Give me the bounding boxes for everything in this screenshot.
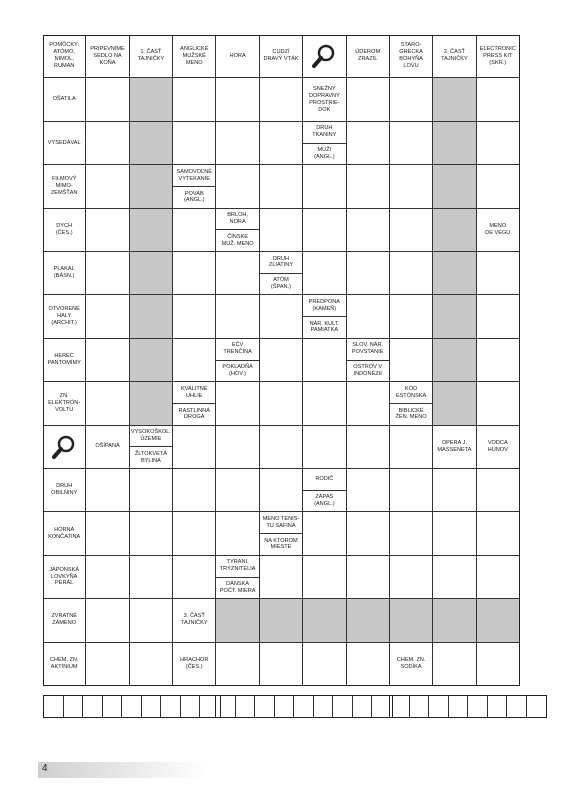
answer-cell[interactable]: [216, 252, 259, 295]
clue-text: RODIČ: [315, 476, 334, 482]
clue-half: [303, 316, 345, 338]
answer-box[interactable]: [64, 696, 84, 717]
answer-cell[interactable]: [86, 252, 129, 295]
answer-cell[interactable]: [86, 122, 129, 165]
answer-box[interactable]: [527, 696, 547, 717]
shaded-cell: [216, 599, 259, 642]
answer-box[interactable]: [314, 696, 334, 717]
clue-text: SLOV. NÁR. POVSTANIE: [351, 342, 384, 356]
answer-cell[interactable]: [260, 78, 303, 121]
clue-text: KVALITNÉ UHLIE: [180, 385, 208, 399]
clue-text: MENO TENIS- TU SAFINA: [262, 516, 300, 529]
clue-text: ZN. ELEKTRÓN- VOLTU: [48, 392, 81, 413]
clue-half: [173, 186, 215, 208]
clue-cell: [390, 643, 433, 686]
clue-half: [216, 209, 258, 230]
magnifier-cell: [303, 35, 346, 78]
answer-cell[interactable]: [390, 122, 433, 165]
clue-text: ÚDEROM ZRAZIL: [355, 49, 381, 63]
answer-cell[interactable]: [216, 122, 259, 165]
answer-cell[interactable]: [390, 512, 433, 555]
clue-text: DRUH OBILNINY: [51, 483, 78, 497]
clue-text: CUDZÍ DRAVÝ VTÁK: [263, 49, 299, 63]
answer-cell[interactable]: [86, 339, 129, 382]
answer-cell[interactable]: [303, 209, 346, 252]
row-clue-cell: [43, 122, 86, 165]
row-clue-cell: [43, 339, 86, 382]
clue-half: [303, 295, 345, 316]
answer-cell[interactable]: [477, 382, 520, 425]
clue-cell: [173, 165, 216, 208]
answer-cell[interactable]: [173, 339, 216, 382]
clue-text: ATÓM (ŠPAN.): [270, 277, 292, 291]
clue-text: HORA: [229, 52, 246, 59]
answer-cell[interactable]: [433, 643, 476, 686]
shaded-cell: [260, 599, 303, 642]
answer-cell[interactable]: [303, 252, 346, 295]
clue-text: NA KTOROM MIESTE: [264, 537, 298, 551]
shaded-cell: [130, 209, 173, 252]
answer-cell[interactable]: [390, 426, 433, 469]
answer-cell[interactable]: [477, 252, 520, 295]
clue-half: [303, 490, 345, 512]
answer-box[interactable]: [353, 696, 373, 717]
clue-half: [173, 165, 215, 186]
answer-box[interactable]: [275, 696, 295, 717]
clue-text: POVAB (ANGL.): [184, 190, 205, 204]
clue-cell: [216, 556, 259, 599]
clue-text: HEREC PANTOMÍMY: [47, 353, 81, 366]
clue-half: [303, 469, 345, 490]
clue-half: [130, 446, 172, 468]
answer-cell[interactable]: [86, 556, 129, 599]
answer-box[interactable]: [410, 696, 430, 717]
clue-cell: [477, 426, 520, 469]
clue-text: DÁNSKA POČT. MIERA: [219, 581, 256, 594]
answer-cell[interactable]: [303, 165, 346, 208]
clue-text: OPERA J. MASSENETA: [437, 439, 472, 453]
clue-half: [260, 252, 302, 273]
clue-half: [390, 403, 432, 425]
answer-box[interactable]: [236, 696, 256, 717]
clue-text: ČÍNSKE MUŽ. MENO: [221, 233, 254, 247]
answer-cell[interactable]: [86, 512, 129, 555]
answer-cell[interactable]: [477, 469, 520, 512]
shaded-cell: [433, 209, 476, 252]
clue-half: [216, 360, 258, 382]
clue-text: STARO- GRÉCKA BOHYŇA LOVU: [399, 42, 423, 70]
answer-cell[interactable]: [216, 643, 259, 686]
answer-cell[interactable]: [260, 165, 303, 208]
answer-box[interactable]: [507, 696, 527, 717]
answer-cell[interactable]: [173, 122, 216, 165]
answer-cell[interactable]: [347, 252, 390, 295]
answer-cell[interactable]: [390, 556, 433, 599]
answer-cell[interactable]: [260, 556, 303, 599]
clue-cell: [347, 339, 390, 382]
answer-cell[interactable]: [347, 295, 390, 338]
clue-text: RASTLINNÁ DROGA: [178, 407, 210, 421]
shaded-cell: [477, 599, 520, 642]
answer-box[interactable]: [449, 696, 469, 717]
answer-cell[interactable]: [477, 295, 520, 338]
answer-cell[interactable]: [303, 556, 346, 599]
shaded-cell: [303, 599, 346, 642]
row-clue-cell: [43, 469, 86, 512]
shaded-cell: [433, 122, 476, 165]
answer-cell[interactable]: [130, 469, 173, 512]
clue-text: VODCA HUNOV: [487, 439, 508, 453]
shaded-cell: [347, 599, 390, 642]
answer-cell[interactable]: [303, 339, 346, 382]
header-clue-cell: [216, 35, 259, 78]
clue-text: PREDPONA (KAMEŇ): [308, 299, 341, 312]
answer-cell[interactable]: [216, 426, 259, 469]
answer-box[interactable]: [488, 696, 508, 717]
clue-text: 1. ČASŤ TAJNIČKY: [137, 49, 165, 63]
answer-cell[interactable]: [86, 209, 129, 252]
shaded-cell: [433, 339, 476, 382]
answer-cell[interactable]: [303, 382, 346, 425]
clue-cell: [260, 512, 303, 555]
clue-text: PRIPEVNIME SEDLO NA KOŇA: [90, 45, 125, 66]
magnifier-icon: [311, 43, 337, 69]
clue-text: ZÁPAS (ANGL.): [314, 494, 335, 508]
clue-text: BIBLICKÉ ŽEN. MENO: [395, 407, 427, 421]
clue-text: ELECTRONIC PRESS KIT (SKR.): [479, 45, 516, 66]
answer-cell[interactable]: [477, 556, 520, 599]
answer-box[interactable]: [122, 696, 142, 717]
answer-row-1: [43, 695, 221, 718]
clue-cell: [173, 643, 216, 686]
page-number-bar: [38, 762, 208, 778]
header-clue-cell: [260, 35, 303, 78]
clue-text: 3. ČASŤ TAJNIČKY: [180, 613, 208, 627]
clue-cell: [303, 122, 346, 165]
answer-cell[interactable]: [347, 209, 390, 252]
answer-cell[interactable]: [173, 252, 216, 295]
header-clue-cell: [347, 35, 390, 78]
answer-box[interactable]: [142, 696, 162, 717]
answer-box[interactable]: [294, 696, 314, 717]
row-clue-cell: [43, 512, 86, 555]
answer-cell[interactable]: [433, 469, 476, 512]
clue-text: JAPONSKÁ LOVKYŇA PERÁL: [49, 566, 80, 587]
answer-cell[interactable]: [86, 599, 129, 642]
answer-cell[interactable]: [390, 469, 433, 512]
clue-text: MUŽI (ANGL.): [314, 147, 335, 160]
answer-box[interactable]: [181, 696, 201, 717]
answer-cell[interactable]: [347, 643, 390, 686]
answer-cell[interactable]: [390, 209, 433, 252]
answer-cell[interactable]: [347, 122, 390, 165]
clue-half: [173, 382, 215, 403]
clue-half: [260, 533, 302, 555]
clue-half: [130, 426, 172, 447]
answer-box[interactable]: [429, 696, 449, 717]
clue-text: EČV TRENČÍNA: [223, 342, 252, 356]
shaded-cell: [130, 339, 173, 382]
answer-cell[interactable]: [216, 165, 259, 208]
clue-cell: [130, 426, 173, 469]
header-clue-cell: [173, 35, 216, 78]
answer-cell[interactable]: [130, 512, 173, 555]
clue-text: OSTROV V INDONÉZII: [353, 364, 383, 377]
clue-text: ANGLICKÉ MUŽSKÉ MENO: [180, 45, 209, 66]
clue-text: NÁR. KULT. PAMIATKA: [309, 320, 340, 334]
clue-half: [260, 512, 302, 533]
answer-cell[interactable]: [86, 78, 129, 121]
clue-text: SNEŽNÝ DOPRAVNÝ PROSTRIE- DOK: [308, 85, 340, 113]
clue-cell: [173, 599, 216, 642]
row-clue-cell: [43, 599, 86, 642]
header-clue-cell: [43, 35, 86, 78]
magnifier-icon: [51, 434, 77, 460]
clue-half: [216, 339, 258, 360]
answer-cell[interactable]: [390, 252, 433, 295]
clue-cell: [173, 382, 216, 425]
answer-cell[interactable]: [347, 165, 390, 208]
clue-half: [216, 577, 258, 599]
answer-cell[interactable]: [216, 469, 259, 512]
header-clue-cell: [130, 35, 173, 78]
answer-box[interactable]: [390, 696, 410, 717]
clue-text: HRACHOR (ČES.): [180, 656, 209, 670]
answer-cell[interactable]: [173, 469, 216, 512]
answer-cell[interactable]: [477, 512, 520, 555]
clue-cell: [303, 295, 346, 338]
answer-cell[interactable]: [303, 512, 346, 555]
answer-cell[interactable]: [477, 339, 520, 382]
answer-cell[interactable]: [347, 426, 390, 469]
answer-cell[interactable]: [86, 295, 129, 338]
clue-cell: [216, 339, 259, 382]
clue-text: DYCH (ČES.): [55, 222, 73, 236]
clue-text: POKLADŇA (HOV.): [222, 364, 253, 377]
row-clue-cell: [43, 252, 86, 295]
answer-cell[interactable]: [260, 295, 303, 338]
row-clue-cell: [43, 556, 86, 599]
answer-cell[interactable]: [173, 556, 216, 599]
answer-cell[interactable]: [390, 295, 433, 338]
row-clue-cell: [43, 209, 86, 252]
row-clue-cell: [43, 382, 86, 425]
answer-cell[interactable]: [347, 469, 390, 512]
shaded-cell: [130, 295, 173, 338]
row-clue-cell: [43, 295, 86, 338]
answer-cell[interactable]: [433, 512, 476, 555]
answer-cell[interactable]: [86, 382, 129, 425]
answer-cell[interactable]: [173, 512, 216, 555]
header-clue-cell: [390, 35, 433, 78]
answer-cell[interactable]: [86, 643, 129, 686]
answer-cell[interactable]: [303, 426, 346, 469]
shaded-cell: [390, 599, 433, 642]
shaded-cell: [433, 165, 476, 208]
answer-cell[interactable]: [216, 512, 259, 555]
answer-cell[interactable]: [347, 512, 390, 555]
answer-cell[interactable]: [347, 78, 390, 121]
answer-cell[interactable]: [216, 78, 259, 121]
clue-cell: [303, 78, 346, 121]
answer-box[interactable]: [333, 696, 353, 717]
answer-box[interactable]: [255, 696, 275, 717]
answer-box[interactable]: [161, 696, 181, 717]
clue-cell: [477, 209, 520, 252]
page-number: 4: [42, 763, 48, 774]
answer-cell[interactable]: [390, 165, 433, 208]
shaded-cell: [130, 122, 173, 165]
answer-cell[interactable]: [173, 78, 216, 121]
clue-text: SAMOVOĽNÉ VYTEKANIE: [176, 168, 212, 182]
clue-half: [390, 382, 432, 403]
clue-text: OŠÍPANÁ: [95, 443, 120, 450]
answer-cell[interactable]: [173, 295, 216, 338]
answer-box[interactable]: [468, 696, 488, 717]
answer-cell[interactable]: [173, 426, 216, 469]
clue-text: HORNÁ KONČATINA: [48, 526, 81, 540]
shaded-cell: [130, 252, 173, 295]
clue-text: VYSEDÁVAL: [47, 139, 81, 146]
answer-cell[interactable]: [260, 426, 303, 469]
clue-cell: [216, 209, 259, 252]
clue-cell: [260, 252, 303, 295]
clue-text: DRUH TKANINY: [312, 125, 337, 139]
answer-cell[interactable]: [130, 643, 173, 686]
shaded-cell: [433, 295, 476, 338]
answer-cell[interactable]: [477, 78, 520, 121]
answer-cell[interactable]: [433, 556, 476, 599]
answer-cell[interactable]: [260, 209, 303, 252]
shaded-cell: [433, 78, 476, 121]
clue-half: [216, 556, 258, 577]
answer-cell[interactable]: [260, 469, 303, 512]
header-clue-cell: [477, 35, 520, 78]
clue-text: OTVORENÉ HALY (ARCHIT.): [48, 306, 80, 327]
answer-cell[interactable]: [260, 339, 303, 382]
answer-cell[interactable]: [86, 469, 129, 512]
clue-text: 2. ČASŤ TAJNIČKY: [441, 49, 468, 63]
clue-text: CHEM. ZN. SODÍKA: [396, 656, 426, 670]
clue-half: [303, 122, 345, 143]
clue-half: [260, 273, 302, 295]
clue-cell: [86, 426, 129, 469]
clue-text: BRLOH, NORA: [227, 212, 249, 225]
row-clue-cell: [43, 78, 86, 121]
clue-text: MENO DE VEGU: [485, 222, 511, 236]
clue-text: ZVRATNÉ ZÁMENO: [51, 613, 78, 627]
clue-half: [303, 143, 345, 165]
answer-cell[interactable]: [347, 556, 390, 599]
answer-cell[interactable]: [303, 643, 346, 686]
clue-text: FILMOVÝ MIMO- ZEMŠŤAN: [50, 175, 78, 196]
row-clue-cell: [43, 643, 86, 686]
clue-text: KÓD ESTÓNSKA: [395, 385, 427, 399]
answer-cell[interactable]: [130, 599, 173, 642]
answer-box[interactable]: [44, 696, 64, 717]
clue-half: [216, 229, 258, 251]
answer-cell[interactable]: [260, 122, 303, 165]
clue-cell: [433, 426, 476, 469]
clue-half: [173, 403, 215, 425]
clue-text: POMÔCKY: ATÓMO, NIMOL, RUMAN: [49, 42, 80, 70]
answer-cell[interactable]: [477, 643, 520, 686]
shaded-cell: [130, 78, 173, 121]
clue-text: TYRANI, TRÝZNITELIA: [219, 559, 256, 573]
answer-cell[interactable]: [130, 556, 173, 599]
clue-half: [347, 339, 389, 360]
magnifier-cell: [43, 426, 86, 469]
answer-cell[interactable]: [260, 643, 303, 686]
answer-cell[interactable]: [390, 78, 433, 121]
shaded-cell: [130, 165, 173, 208]
shaded-cell: [433, 382, 476, 425]
answer-row-2: [215, 695, 393, 718]
header-clue-cell: [86, 35, 129, 78]
clue-text: VYSOKOŠKOL. ÚZEMIE: [130, 429, 171, 442]
answer-box[interactable]: [83, 696, 103, 717]
answer-row-3: [389, 695, 547, 718]
answer-cell[interactable]: [477, 165, 520, 208]
row-clue-cell: [43, 165, 86, 208]
clue-cell: [390, 382, 433, 425]
answer-cell[interactable]: [347, 382, 390, 425]
clue-text: PLAKAL (BÁSN.): [53, 266, 75, 280]
clue-text: DRUH ZLIATINY: [268, 255, 294, 269]
header-clue-cell: [433, 35, 476, 78]
clue-text: ŽLTOKVETÁ BYLINA: [134, 450, 167, 464]
answer-cell[interactable]: [216, 295, 259, 338]
answer-cell[interactable]: [477, 122, 520, 165]
shaded-cell: [433, 252, 476, 295]
shaded-cell: [433, 599, 476, 642]
answer-cell[interactable]: [173, 209, 216, 252]
answer-box[interactable]: [216, 696, 236, 717]
clue-cell: [303, 469, 346, 512]
answer-cell[interactable]: [216, 382, 259, 425]
clue-half: [347, 360, 389, 382]
answer-box[interactable]: [103, 696, 123, 717]
clue-text: CHEM. ZN. AKTÍNIUM: [49, 656, 79, 670]
answer-cell[interactable]: [390, 339, 433, 382]
shaded-cell: [130, 382, 173, 425]
answer-cell[interactable]: [86, 165, 129, 208]
answer-cell[interactable]: [260, 382, 303, 425]
clue-text: OŠATILA: [52, 96, 76, 103]
